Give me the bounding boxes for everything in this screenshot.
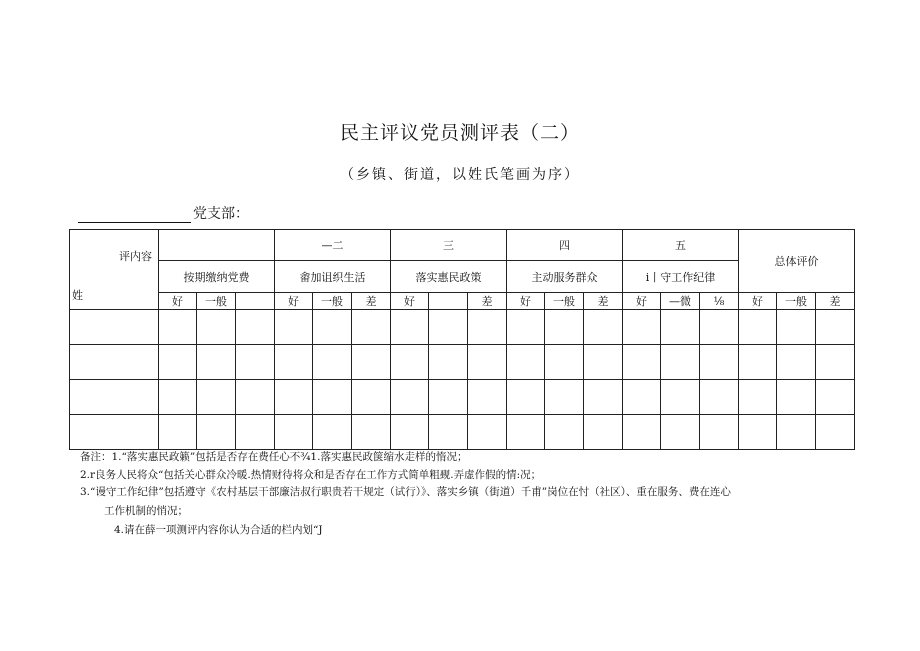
mark-cell[interactable] (236, 380, 275, 415)
grade-label: 一般 (197, 293, 236, 310)
branch-name-blank[interactable] (78, 208, 191, 223)
mark-cell[interactable] (700, 380, 739, 415)
grade-label: 好 (159, 293, 197, 310)
mark-cell[interactable] (623, 380, 661, 415)
mark-cell[interactable] (777, 415, 816, 450)
page-title: 民主评议党员测评表（二） (339, 122, 580, 144)
grade-label: 好 (623, 293, 661, 310)
note-line-3: 3.“谩守工作纪律”包括遵守《农村基层干部廉洁叔行职贵若干规定（试行）》、落实乡镇（街道）千甫”岗位在忖（社区）、重在服务、费在连心 (80, 486, 731, 498)
mark-cell[interactable] (352, 345, 391, 380)
corner-bottom-label: 姓 (72, 289, 83, 302)
mark-cell[interactable] (236, 415, 275, 450)
mark-cell[interactable] (468, 345, 507, 380)
member-name-cell[interactable] (70, 380, 159, 415)
item-work-discipline: i丨守工作纪律 (623, 261, 739, 293)
mark-cell[interactable] (197, 415, 236, 450)
mark-cell[interactable] (275, 415, 313, 450)
mark-cell[interactable] (275, 380, 313, 415)
member-name-cell[interactable] (70, 415, 159, 450)
grade-label: 差 (584, 293, 623, 310)
mark-cell[interactable] (623, 310, 661, 345)
grade-label: —微 (661, 293, 700, 310)
table-row (70, 415, 855, 450)
grade-label: 一般 (313, 293, 352, 310)
mark-cell[interactable] (777, 345, 816, 380)
mark-cell[interactable] (197, 380, 236, 415)
group-number-2: —二 (275, 230, 391, 261)
mark-cell[interactable] (429, 310, 468, 345)
mark-cell[interactable] (429, 415, 468, 450)
group-number-4: 四 (507, 230, 623, 261)
mark-cell[interactable] (700, 415, 739, 450)
grade-label: 好 (391, 293, 429, 310)
mark-cell[interactable] (545, 345, 584, 380)
mark-cell[interactable] (700, 345, 739, 380)
mark-cell[interactable] (507, 415, 545, 450)
grade-label: 好 (275, 293, 313, 310)
overall-evaluation-header: 总体评价 (739, 230, 855, 293)
note-line-2: 2.r良务人民将众“包括关心群众冷暖.热情财待将众和是否存在工作方式简单粗觋.弄虚作假的情:况； (80, 469, 542, 481)
mark-cell[interactable] (429, 380, 468, 415)
mark-cell[interactable] (429, 345, 468, 380)
item-pay-dues: 按期缴纳党费 (159, 261, 275, 293)
branch-label: 党支部： (193, 206, 249, 222)
mark-cell[interactable] (391, 380, 429, 415)
group-number-5: 五 (623, 230, 739, 261)
mark-cell[interactable] (507, 380, 545, 415)
mark-cell[interactable] (391, 415, 429, 450)
mark-cell[interactable] (352, 380, 391, 415)
mark-cell[interactable] (313, 310, 352, 345)
mark-cell[interactable] (816, 380, 855, 415)
mark-cell[interactable] (584, 310, 623, 345)
mark-cell[interactable] (661, 415, 700, 450)
mark-cell[interactable] (275, 345, 313, 380)
mark-cell[interactable] (816, 415, 855, 450)
branch-field (78, 203, 249, 223)
note-line-4: 4.请在薛一项测评内容你认为合适的栏内划“J (114, 524, 323, 536)
table-row (70, 345, 855, 380)
grade-label: 差 (352, 293, 391, 310)
grade-label: 好 (507, 293, 545, 310)
mark-cell[interactable] (816, 345, 855, 380)
mark-cell[interactable] (468, 380, 507, 415)
group-number-3: 三 (391, 230, 507, 261)
item-serve-masses: 主动服务群众 (507, 261, 623, 293)
mark-cell[interactable] (739, 345, 777, 380)
mark-cell[interactable] (739, 380, 777, 415)
mark-cell[interactable] (584, 380, 623, 415)
mark-cell[interactable] (275, 310, 313, 345)
grade-label: 差 (468, 293, 507, 310)
mark-cell[interactable] (777, 310, 816, 345)
mark-cell[interactable] (507, 310, 545, 345)
mark-cell[interactable] (739, 415, 777, 450)
mark-cell[interactable] (197, 310, 236, 345)
mark-cell[interactable] (661, 380, 700, 415)
mark-cell[interactable] (197, 345, 236, 380)
mark-cell[interactable] (236, 345, 275, 380)
evaluation-table (69, 229, 855, 450)
note-line-3-cont: 工作机制的悄况； (104, 505, 188, 517)
member-name-cell[interactable] (70, 345, 159, 380)
page-subtitle: （乡镇、街道，以姓氏笔画为序） (340, 167, 580, 183)
mark-cell[interactable] (739, 310, 777, 345)
mark-cell[interactable] (661, 345, 700, 380)
mark-cell[interactable] (661, 310, 700, 345)
table-row (70, 380, 855, 415)
mark-cell[interactable] (545, 415, 584, 450)
grade-label: 一般 (777, 293, 816, 310)
grade-label: ⅛ (700, 293, 739, 310)
mark-cell[interactable] (468, 415, 507, 450)
note-line-1: 备注：1.“落实惠民政籁”包括是否存在费任心不¾1.落实惠民政箧缩水走样的惰况； (80, 451, 468, 463)
mark-cell[interactable] (545, 310, 584, 345)
mark-cell[interactable] (700, 310, 739, 345)
mark-cell[interactable] (623, 345, 661, 380)
mark-cell[interactable] (313, 415, 352, 450)
mark-cell[interactable] (159, 310, 197, 345)
mark-cell[interactable] (507, 345, 545, 380)
corner-top-label: 评内容 (119, 250, 152, 263)
mark-cell[interactable] (159, 415, 197, 450)
mark-cell[interactable] (545, 380, 584, 415)
grade-label: 差 (816, 293, 855, 310)
mark-cell[interactable] (816, 310, 855, 345)
mark-cell[interactable] (313, 345, 352, 380)
mark-cell[interactable] (468, 310, 507, 345)
mark-cell[interactable] (391, 345, 429, 380)
mark-cell[interactable] (236, 310, 275, 345)
member-name-cell[interactable] (70, 310, 159, 345)
item-attend-activities: 畬加诅织生活 (275, 261, 391, 293)
grade-label (429, 293, 468, 310)
mark-cell[interactable] (313, 380, 352, 415)
mark-cell[interactable] (159, 380, 197, 415)
grade-label (236, 293, 275, 310)
item-implement-policies: 落实惠民政策 (391, 261, 507, 293)
mark-cell[interactable] (352, 310, 391, 345)
table-row (70, 310, 855, 345)
mark-cell[interactable] (159, 345, 197, 380)
mark-cell[interactable] (623, 415, 661, 450)
mark-cell[interactable] (777, 380, 816, 415)
mark-cell[interactable] (352, 415, 391, 450)
table-corner-header (70, 230, 159, 310)
grade-label: 一般 (545, 293, 584, 310)
grade-label: 好 (739, 293, 777, 310)
mark-cell[interactable] (584, 415, 623, 450)
mark-cell[interactable] (391, 310, 429, 345)
mark-cell[interactable] (584, 345, 623, 380)
group-number-1 (159, 230, 275, 261)
